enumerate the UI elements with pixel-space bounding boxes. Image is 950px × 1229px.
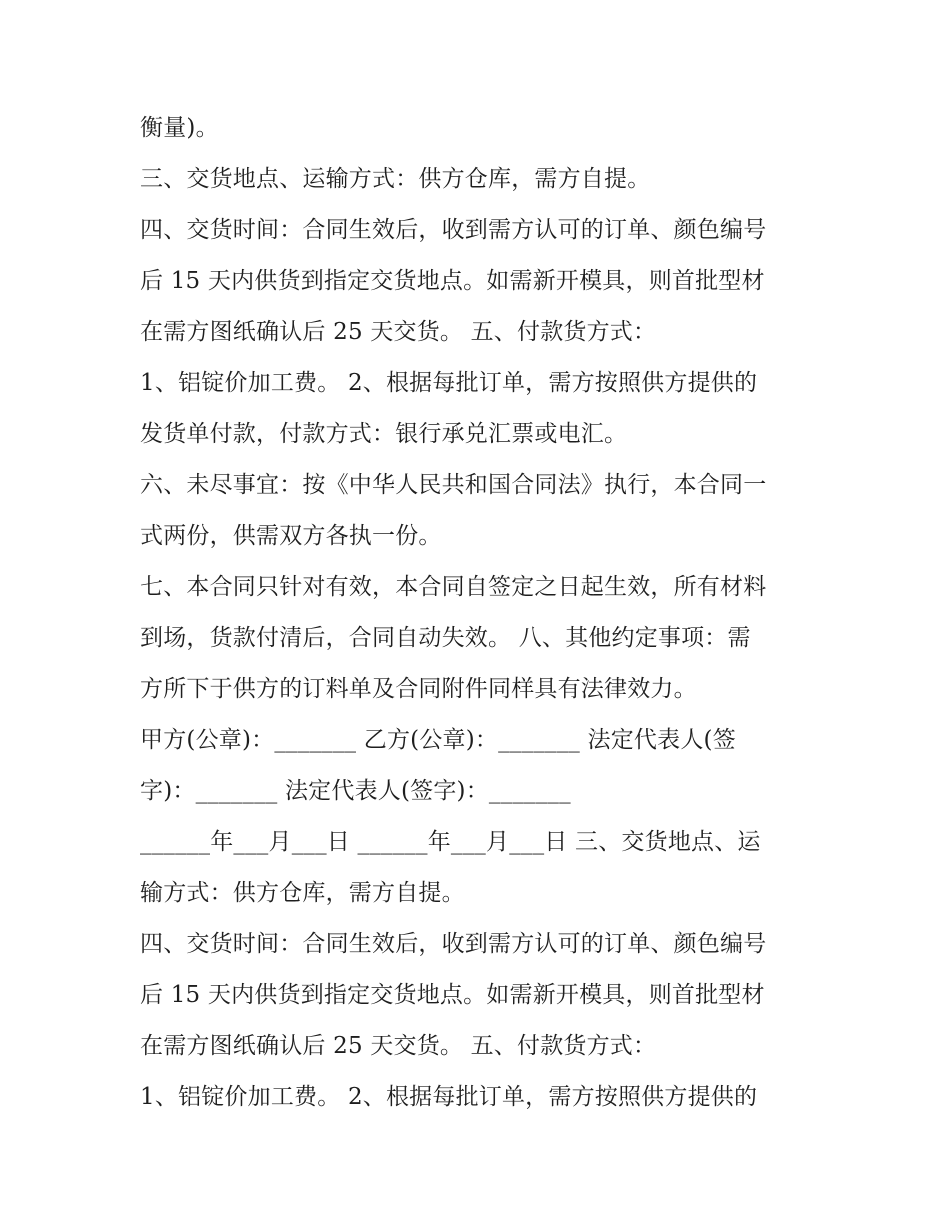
text-line: 后 15 天内供货到指定交货地点。如需新开模具，则首批型材 — [140, 982, 765, 1008]
date-line: ______年___月___日 ______年___月___日 三、交货地点、运 — [140, 829, 761, 855]
text-line: 1、铝锭价加工费。 2、根据每批订单，需方按照供方提供的 — [140, 1084, 758, 1110]
text-line: 到场，货款付清后，合同自动失效。 八、其他约定事项：需 — [140, 625, 751, 651]
text-line: 在需方图纸确认后 25 天交货。 五、付款货方式： — [140, 1033, 657, 1059]
text-line: 式两份，供需双方各执一份。 — [140, 523, 442, 549]
text-line: 三、交货地点、运输方式：供方仓库，需方自提。 — [140, 166, 651, 192]
text-line: 在需方图纸确认后 25 天交货。 五、付款货方式： — [140, 319, 657, 345]
text-line: 后 15 天内供货到指定交货地点。如需新开模具，则首批型材 — [140, 268, 765, 294]
text-line: 输方式：供方仓库，需方自提。 — [140, 880, 465, 906]
text-line: 四、交货时间：合同生效后，收到需方认可的订单、颜色编号 — [140, 217, 767, 243]
text-line: 1、铝锭价加工费。 2、根据每批订单，需方按照供方提供的 — [140, 370, 758, 396]
signature-line: 甲方(公章)：_______ 乙方(公章)：_______ 法定代表人(签 — [140, 727, 736, 753]
text-line: 衡量)。 — [140, 115, 219, 141]
text-line: 六、未尽事宜：按《中华人民共和国合同法》执行，本合同一 — [140, 472, 767, 498]
text-line: 七、本合同只针对有效，本合同自签定之日起生效，所有材料 — [140, 574, 767, 600]
text-line: 方所下于供方的订料单及合同附件同样具有法律效力。 — [140, 676, 697, 702]
text-line: 发货单付款，付款方式：银行承兑汇票或电汇。 — [140, 421, 628, 447]
text-line: 四、交货时间：合同生效后，收到需方认可的订单、颜色编号 — [140, 931, 767, 957]
signature-line: 字)：_______ 法定代表人(签字)：_______ — [140, 778, 571, 804]
